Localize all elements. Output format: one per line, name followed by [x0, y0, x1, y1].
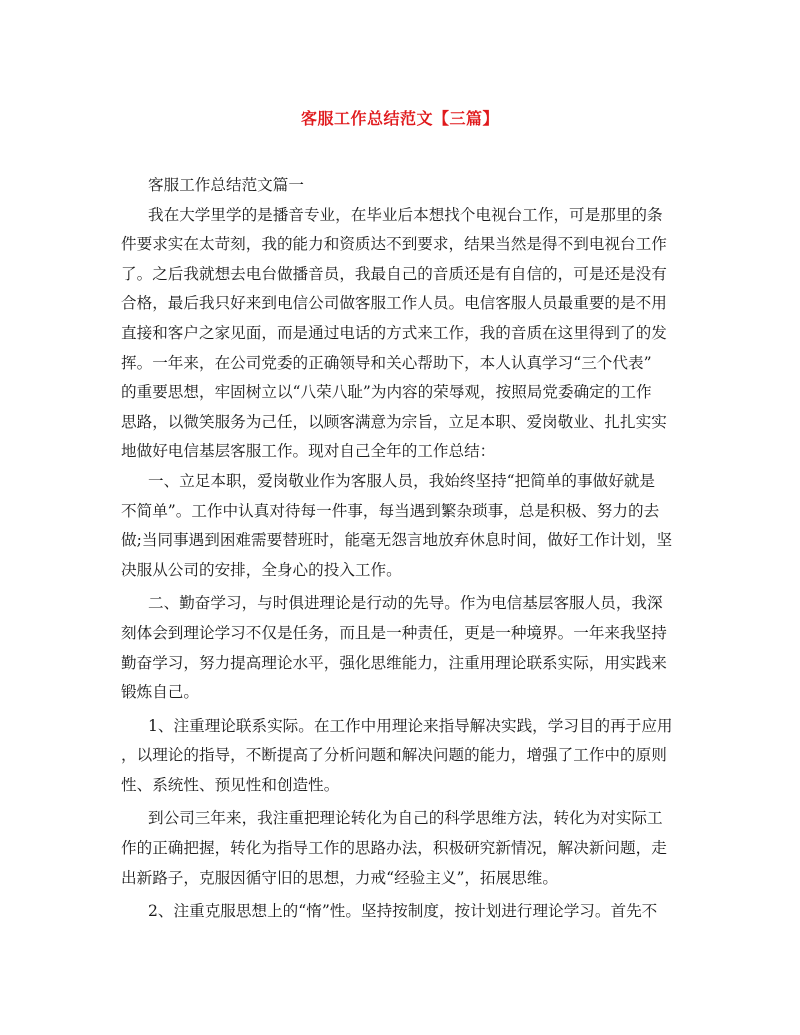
- document-body: [121, 171, 681, 927]
- paragraph-line: 直接和客户之家见面，而是通过电话的方式来工作，我的音质在这里得到了的发: [121, 323, 667, 342]
- paragraph-line: 决服从公司的安排，全身心的投入工作。: [121, 560, 402, 579]
- paragraph-line: 2、注重克服思想上的“惰”性。坚持按制度，按计划进行理论学习。首先不: [148, 902, 658, 921]
- paragraph-line: 合格，最后我只好来到电信公司做客服工作人员。电信客服人员最重要的是不用: [121, 294, 667, 313]
- paragraph-line: 作的正确把握，转化为指导工作的思路办法，积极研究新情况，解决新问题，走: [121, 839, 667, 858]
- paragraph-line: 件要求实在太苛刻，我的能力和资质达不到要求，结果当然是得不到电视台工作: [121, 235, 667, 254]
- paragraph-line: 刻体会到理论学习不仅是任务，而且是一种责任，更是一种境界。一年来我坚持: [121, 623, 667, 642]
- paragraph-line: 二、勤奋学习，与时俱进理论是行动的先导。作为电信基层客服人员，我深: [148, 594, 663, 613]
- paragraph-line: 1、注重理论联系实际。在工作中用理论来指导解决实践，学习目的再于应用: [148, 716, 673, 735]
- paragraph-line: 挥。一年来，在公司党委的正确领导和关心帮助下，本人认真学习“三个代表”: [121, 353, 652, 372]
- paragraph-line: 了。之后我就想去电台做播音员，我最自己的音质还是有自信的，可是还是没有: [121, 264, 667, 283]
- section-heading: 客服工作总结范文篇一: [148, 176, 304, 194]
- paragraph-line: 地做好电信基层客服工作。现对自己全年的工作总结：: [121, 442, 496, 461]
- paragraph-line: 我在大学里学的是播音专业，在毕业后本想找个电视台工作，可是那里的条: [148, 205, 663, 224]
- paragraph-line: 不简单”。工作中认真对待每一件事，每当遇到繁杂琐事，总是积极、努力的去: [121, 501, 660, 520]
- paragraph-line: 勤奋学习，努力提高理论水平，强化思维能力，注重用理论联系实际，用实践来: [121, 653, 667, 672]
- paragraph-line: 做;当同事遇到困难需要替班时，能毫无怨言地放弃休息时间，做好工作计划，坚: [121, 531, 673, 550]
- paragraph-line: 锻炼自己。: [121, 683, 199, 702]
- paragraph-line: 性、系统性、预见性和创造性。: [121, 775, 340, 794]
- paragraph-line: 思路，以微笑服务为己任，以顾客满意为宗旨，立足本职、爱岗敬业、扎扎实实: [121, 412, 667, 431]
- paragraph-line: ，以理论的指导，不断提高了分析问题和解决问题的能力，增强了工作中的原则: [121, 746, 667, 765]
- paragraph-line: 的重要思想，牢固树立以“八荣八耻”为内容的荣辱观，按照局党委确定的工作: [121, 383, 652, 402]
- paragraph-line: 一、立足本职，爱岗敬业作为客服人员，我始终坚持“把简单的事做好就是: [148, 471, 655, 490]
- paragraph-line: 出新路子，克服因循守旧的思想，力戒“经验主义”，拓展思维。: [121, 868, 558, 887]
- paragraph-line: 到公司三年来，我注重把理论转化为自己的科学思维方法，转化为对实际工: [148, 809, 663, 828]
- document-title: 客服工作总结范文【三篇】: [300, 109, 499, 128]
